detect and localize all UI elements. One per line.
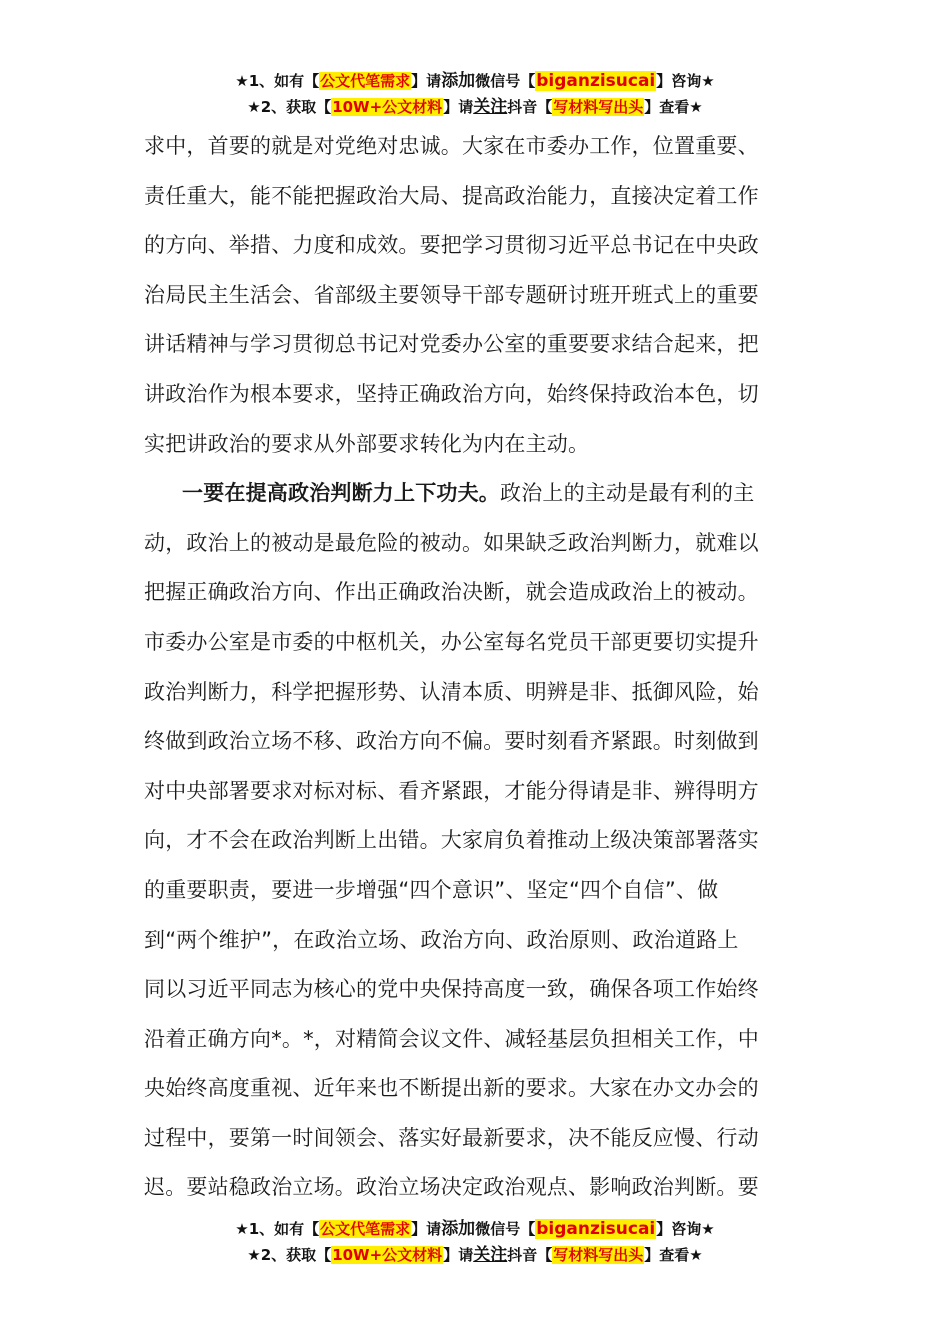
footer-banner	[0, 1216, 950, 1268]
highlight-text: 公文代笔需求	[320, 72, 411, 90]
banner-line-2: ★2、获取【10W+公文材料】请关注抖音【写材料写出头】查看★	[247, 97, 703, 117]
document-body	[144, 122, 809, 1213]
paragraph-lead-line: 一要在提高政治判断力上下功夫。政治上的主动是最有利的主	[182, 481, 755, 506]
douyin-account: 写材料写出头	[553, 98, 644, 116]
body-line: 的重要职责，要进一步增强“四个意识”、坚定“四个自信”、做	[144, 877, 719, 902]
header-banner	[0, 68, 950, 120]
banner-line-2: ★2、获取【10W+公文材料】请关注抖音【写材料写出头】查看★	[247, 1245, 703, 1265]
body-line: 政治判断力，科学把握形势、认清本质、明辨是非、抵御风险，始	[144, 679, 759, 704]
body-line: 市委办公室是市委的中枢机关，办公室每名党员干部更要切实提升	[144, 629, 759, 654]
body-line: 讲政治作为根本要求，坚持正确政治方向，始终保持政治本色，切	[144, 381, 759, 406]
body-line: 央始终高度重视、近年来也不断提出新的要求。大家在办文办会的	[144, 1076, 759, 1101]
body-line: 求中，首要的就是对党绝对忠诚。大家在市委办工作，位置重要、	[144, 134, 759, 158]
body-line: 沿着正确方向*。*，对精简会议文件、减轻基层负担相关工作，中	[144, 1026, 759, 1051]
body-line: 动，政治上的被动是最危险的被动。如果缺乏政治判断力，就难以	[144, 530, 759, 555]
body-line: 到“两个维护”，在政治立场、政治方向、政治原则、政治道路上	[144, 927, 739, 952]
wechat-id: biganzisucai	[536, 71, 656, 91]
body-line: 讲话精神与学习贯彻总书记对党委办公室的重要要求结合起来，把	[144, 332, 759, 357]
banner-line-1: ★1、如有【公文代笔需求】请添加微信号【biganzisucai】咨询★	[235, 1219, 715, 1239]
paragraph-heading: 一要在提高政治判断力上下功夫。	[182, 481, 500, 506]
body-line: 同以习近平同志为核心的党中央保持高度一致，确保各项工作始终	[144, 977, 759, 1002]
body-line: 对中央部署要求对标对标、看齐紧跟，才能分得请是非、辨得明方	[144, 778, 759, 803]
body-line: 治局民主生活会、省部级主要领导干部专题研讨班开班式上的重要	[144, 282, 759, 307]
body-line: 把握正确政治方向、作出正确政治决断，就会造成政治上的被动。	[144, 580, 759, 605]
wechat-id: biganzisucai	[536, 1219, 656, 1239]
body-line: 终做到政治立场不移、政治方向不偏。要时刻看齐紧跟。时刻做到	[144, 729, 759, 754]
highlight-text: 10W+公文材料	[332, 98, 443, 116]
body-line: 实把讲政治的要求从外部要求转化为内在主动。	[144, 431, 590, 456]
body-line: 迟。要站稳政治立场。政治立场决定政治观点、影响政治判断。要	[144, 1175, 759, 1200]
body-line: 过程中，要第一时间领会、落实好最新要求，决不能反应慢、行动	[144, 1125, 759, 1150]
highlight-text: 10W+公文材料	[332, 1246, 443, 1264]
douyin-account: 写材料写出头	[553, 1246, 644, 1264]
banner-line-1: ★1、如有【公文代笔需求】请添加微信号【biganzisucai】咨询★	[235, 71, 715, 91]
highlight-text: 公文代笔需求	[320, 1220, 411, 1238]
body-line: 向，才不会在政治判断上出错。大家肩负着推动上级决策部署落实	[144, 828, 759, 853]
body-line: 责任重大，能不能把握政治大局、提高政治能力，直接决定着工作	[144, 183, 759, 208]
body-line: 的方向、举措、力度和成效。要把学习贯彻习近平总书记在中央政	[144, 233, 759, 258]
